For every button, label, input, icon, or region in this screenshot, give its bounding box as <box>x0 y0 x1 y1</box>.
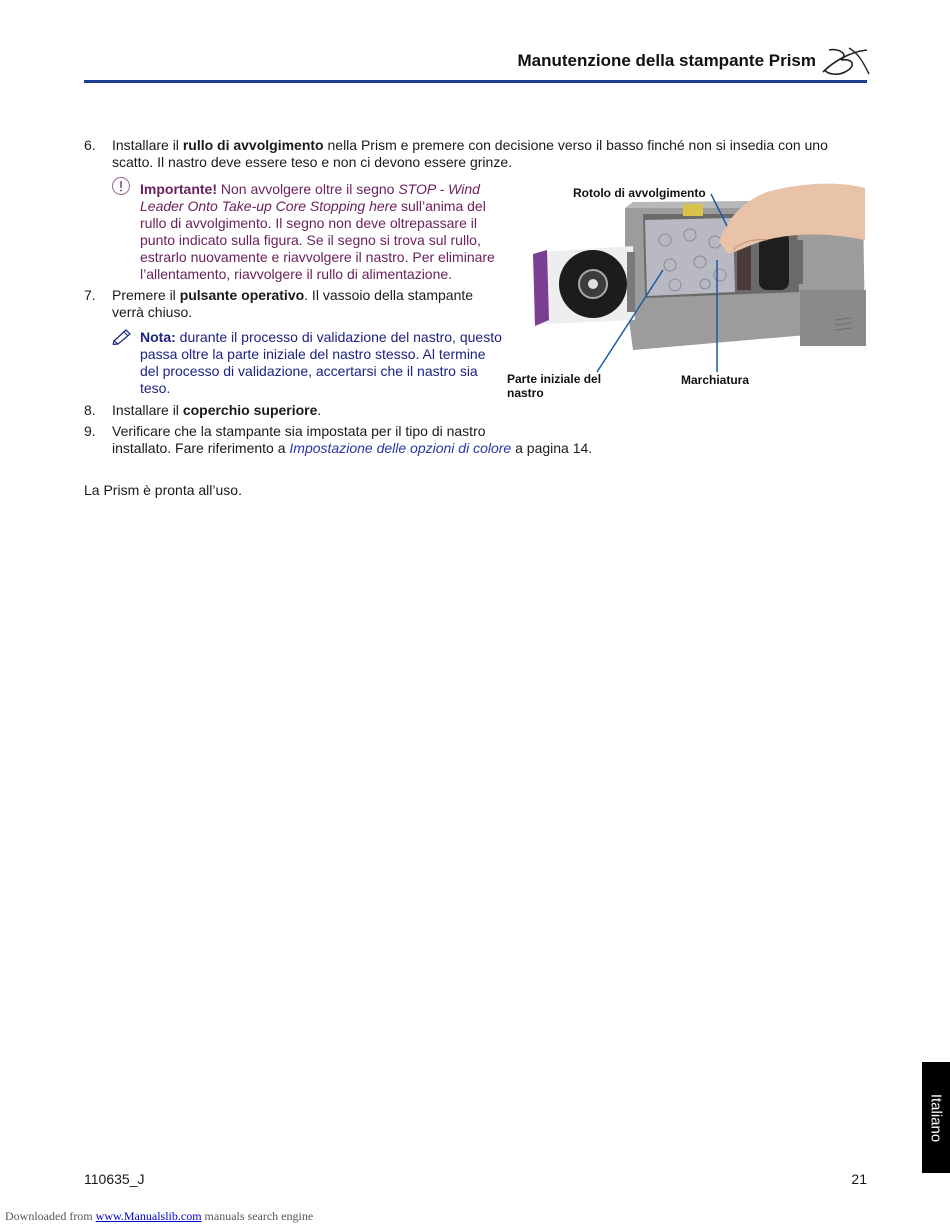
closing-text: La Prism è pronta all’uso. <box>84 482 242 498</box>
step-8-number: 8. <box>84 402 96 418</box>
footer-page-number: 21 <box>851 1171 867 1187</box>
printer-ribbon-figure <box>505 180 868 402</box>
info-note: Nota: durante il processo di validazione del nastro, questo passa oltre la parte iniziale del nastro stesso. Al termine del processo di validazione, accertarsi che il nastro sia teso. <box>140 329 502 396</box>
label-take-up-roll: Rotolo di avvolgimento <box>573 186 706 200</box>
step-9-text: Verificare che la stampante sia impostata per il tipo di nastro installato. Fare riferimento a Impostazione delle opzioni di colore a pagina 14. <box>112 423 593 456</box>
download-source: Downloaded from www.Manualslib.com manuals search engine <box>5 1209 314 1223</box>
page-header-title: Manutenzione della stampante Prism <box>517 51 816 70</box>
footer-doc-number: 110635_J <box>84 1171 145 1187</box>
step-8-text: Installare il coperchio superiore. <box>112 402 322 418</box>
exclamation-circle-icon <box>111 176 131 196</box>
prism-logo-icon <box>819 44 871 78</box>
step-7-number: 7. <box>84 287 96 303</box>
step-6-text: Installare il rullo di avvolgimento nella Prism e premere con decisione verso il basso finché non si insedia con uno scatto. Il nastro deve essere teso e non ci devono essere grinze. <box>112 137 828 170</box>
label-mark: Marchiatura <box>681 373 750 387</box>
step-9-number: 9. <box>84 423 96 439</box>
step-7-text: Premere il pulsante operativo. Il vassoio della stampante verrà chiuso. <box>112 287 474 320</box>
label-ribbon-leader: Parte iniziale del nastro <box>507 372 602 400</box>
step-6-number: 6. <box>84 137 96 153</box>
language-tab: Italiano <box>922 1062 950 1173</box>
manualslib-link[interactable]: www.Manualslib.com <box>95 1209 202 1223</box>
color-options-link[interactable]: Impostazione delle opzioni di colore <box>289 440 512 456</box>
important-note: Importante! Non avvolgere oltre il segno STOP - Wind Leader Onto Take-up Core Stopping here sull’anima del rullo di avvolgimento. Il segno non deve oltrepassare il punto indicato sulla figura. Se il segno si trova sul rullo, estrarlo nuovamente e riavvolgere il nastro. Per eliminare l’allentamento, riavvolgere il rullo di alimentazione. <box>140 181 495 282</box>
pencil-icon <box>111 327 133 345</box>
header-rule <box>84 80 867 83</box>
